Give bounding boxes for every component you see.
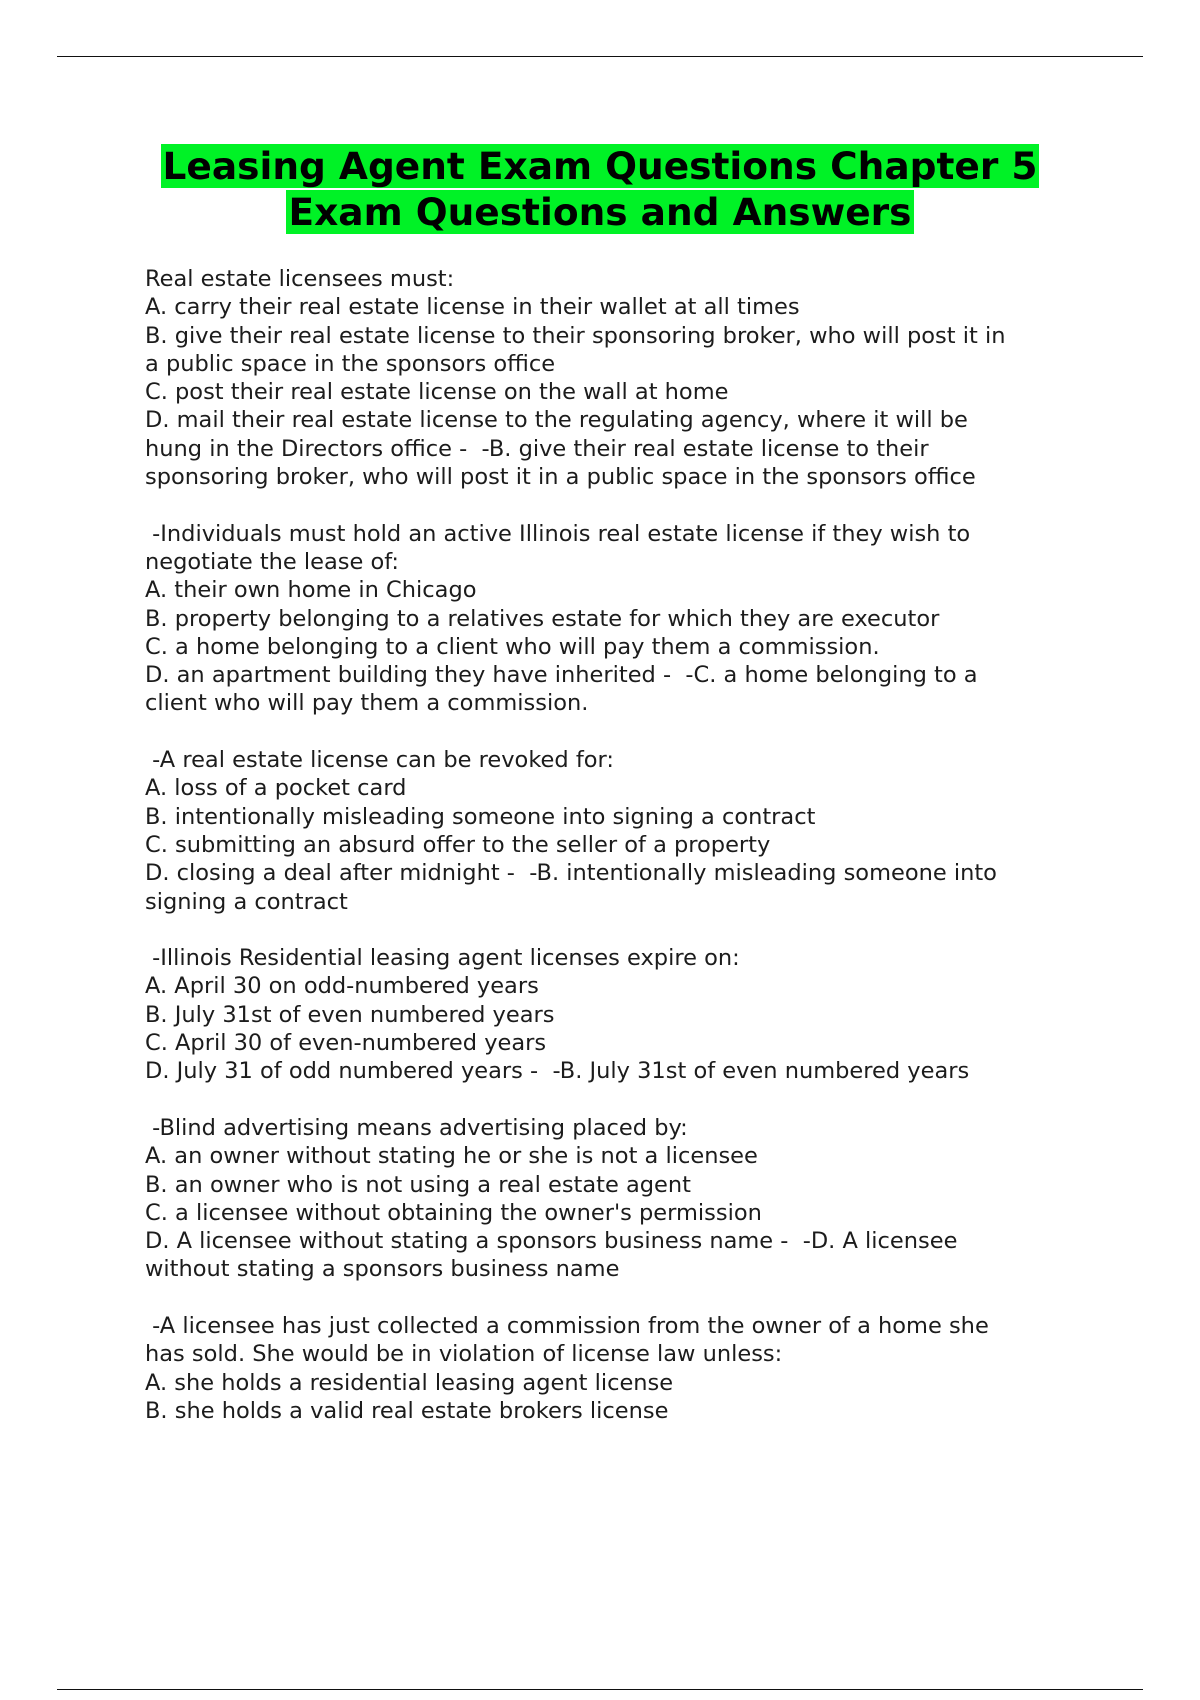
question-block (145, 1114, 1095, 1284)
question-text-line: A. April 30 on odd-numbered years (145, 973, 539, 1000)
question-text-line: has sold. She would be in violation of license law unless: (145, 1341, 783, 1368)
question-text-line: B. July 31st of even numbered years (145, 1001, 555, 1028)
question-text-line: D. A licensee without stating a sponsors business name - -D. A licensee (145, 1228, 958, 1255)
question-text-line: C. post their real estate license on the wall at home (145, 379, 729, 406)
question-block (145, 1312, 1095, 1425)
page-title (60, 143, 1140, 235)
question-text-line: B. intentionally misleading someone into signing a contract (145, 803, 816, 830)
question-text-line: A. their own home in Chicago (145, 577, 477, 604)
question-text-line: C. a licensee without obtaining the owner's permission (145, 1199, 762, 1226)
header-rule (57, 56, 1143, 57)
question-text-line: A. loss of a pocket card (145, 775, 407, 802)
question-text-line: B. property belonging to a relatives estate for which they are executor (145, 605, 940, 632)
question-text-line: signing a contract (145, 888, 348, 915)
question-text-line: -Illinois Residential leasing agent licenses expire on: (145, 945, 740, 972)
question-text-line: a public space in the sponsors office (145, 350, 556, 377)
question-text-line: A. carry their real estate license in their wallet at all times (145, 294, 800, 321)
question-text-line: C. submitting an absurd offer to the seller of a property (145, 831, 771, 858)
title-line-1: Leasing Agent Exam Questions Chapter 5 (162, 144, 1038, 188)
question-text-line: A. she holds a residential leasing agent license (145, 1369, 674, 1396)
title-line-2: Exam Questions and Answers (288, 190, 912, 234)
question-text-line: D. an apartment building they have inherited - -C. a home belonging to a (145, 662, 978, 689)
footer-rule (57, 1689, 1143, 1690)
question-block (145, 746, 1095, 916)
question-text-line: sponsoring broker, who will post it in a public space in the sponsors office (145, 464, 976, 491)
question-text-line: -Blind advertising means advertising placed by: (145, 1114, 688, 1141)
question-text-line: D. mail their real estate license to the regulating agency, where it will be (145, 407, 968, 434)
question-text-line: A. an owner without stating he or she is not a licensee (145, 1143, 758, 1170)
question-text-line: client who will pay them a commission. (145, 690, 589, 717)
question-text-line: negotiate the lease of: (145, 548, 399, 575)
question-block (145, 265, 1095, 491)
question-text-line: B. an owner who is not using a real estate agent (145, 1171, 691, 1198)
question-block (145, 944, 1095, 1085)
question-text-line: -Individuals must hold an active Illinois real estate license if they wish to (145, 520, 971, 547)
question-text-line: B. she holds a valid real estate brokers license (145, 1397, 669, 1424)
question-text-line: hung in the Directors office - -B. give their real estate license to their (145, 435, 929, 462)
question-text-line: C. a home belonging to a client who will pay them a commission. (145, 633, 880, 660)
question-block (145, 520, 1095, 718)
question-text-line: D. July 31 of odd numbered years - -B. July 31st of even numbered years (145, 1058, 970, 1085)
question-text-line: -A licensee has just collected a commission from the owner of a home she (145, 1312, 989, 1339)
question-text-line: -A real estate license can be revoked for: (145, 747, 614, 774)
question-text-line: without stating a sponsors business name (145, 1256, 620, 1283)
document-body (145, 265, 1095, 1453)
question-text-line: Real estate licensees must: (145, 266, 455, 292)
question-text-line: C. April 30 of even-numbered years (145, 1030, 547, 1057)
question-text-line: D. closing a deal after midnight - -B. intentionally misleading someone into (145, 860, 997, 887)
question-text-line: B. give their real estate license to their sponsoring broker, who will post it in (145, 322, 1006, 349)
